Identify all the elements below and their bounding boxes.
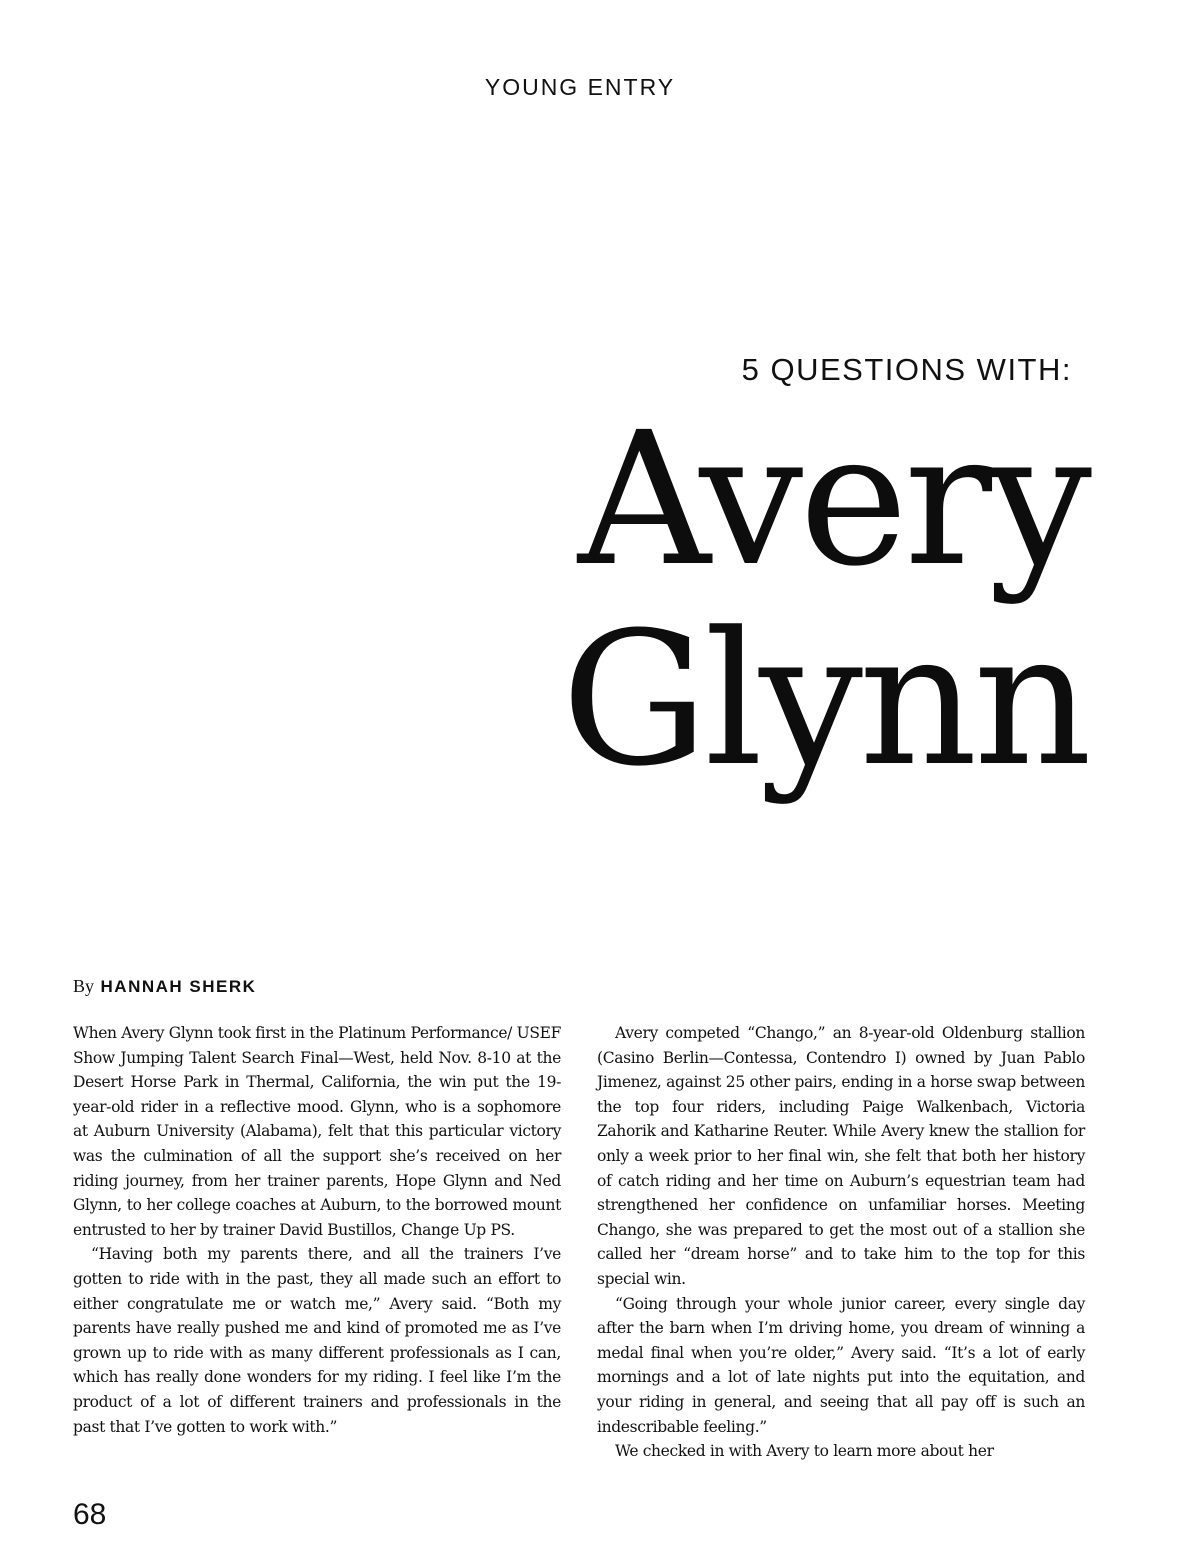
byline-prefix: By [73, 976, 95, 996]
body-column-right [597, 1021, 1085, 1464]
article-headline [561, 393, 1088, 807]
body-paragraph: Avery competed “Chango,” an 8-year-old Oldenburg stallion (Casino Berlin—Contessa, Contendro I) owned by Juan Pablo Jimenez, against 25 other pairs, ending in a horse swap between the top four riders, including Paige Walkenbach, Victoria Zahorik and Katharine Reuter. While Avery knew the stallion for only a week prior to her final win, she felt that both her history of catch riding and her time on Auburn’s equestrian team had strengthened her confidence on unfamiliar horses. Meeting Chango, she was prepared to get the most out of a stallion she called her “dream horse” and to take him to the top for this special win. [597, 1024, 1085, 1288]
section-label: YOUNG ENTRY [484, 74, 676, 100]
body-paragraph: “Going through your whole junior career, every single day after the barn when I’m driving home, you dream of winning a medal final when you’re older,” Avery said. “It’s a lot of early mornings and a lot of late nights put into the equitation, and your riding in general, and seeing that all pay off is such an indescribable feeling.” [597, 1294, 1085, 1436]
page-number: 68 [73, 1498, 107, 1531]
body-column-left [73, 1021, 561, 1439]
byline [73, 976, 256, 997]
body-paragraph: “Having both my parents there, and all the trainers I’ve gotten to ride with in the past, they all made such an effort to either congratulate me or watch me,” Avery said. “Both my parents have really pushed me and kind of promoted me as I’ve grown up to ride with as many different professionals as I can, which has really done wonders for my riding. I feel like I’m the product of a lot of different trainers and professionals in the past that I’ve gotten to work with.” [73, 1245, 561, 1436]
body-paragraph: When Avery Glynn took first in the Platinum Performance/ USEF Show Jumping Talent Search Final—West, held Nov. 8-10 at the Desert Horse Park in Thermal, California, the win put the 19-year-old rider in a reflective mood. Glynn, who is a sophomore at Auburn University (Alabama), felt that this particular victory was the culmination of all the support she’s received on her riding journey, from her trainer parents, Hope Glynn and Ned Glynn, to her college coaches at Auburn, to the borrowed mount entrusted to her by trainer David Bustillos, Change Up PS. [73, 1024, 561, 1239]
body-paragraph: We checked in with Avery to learn more about her [615, 1442, 994, 1461]
article-kicker: 5 QUESTIONS WITH: [741, 352, 1072, 387]
headline-last-name: Glynn [561, 593, 1088, 807]
headline-first-name: Avery [577, 393, 1088, 607]
byline-author: HANNAH SHERK [100, 977, 257, 996]
